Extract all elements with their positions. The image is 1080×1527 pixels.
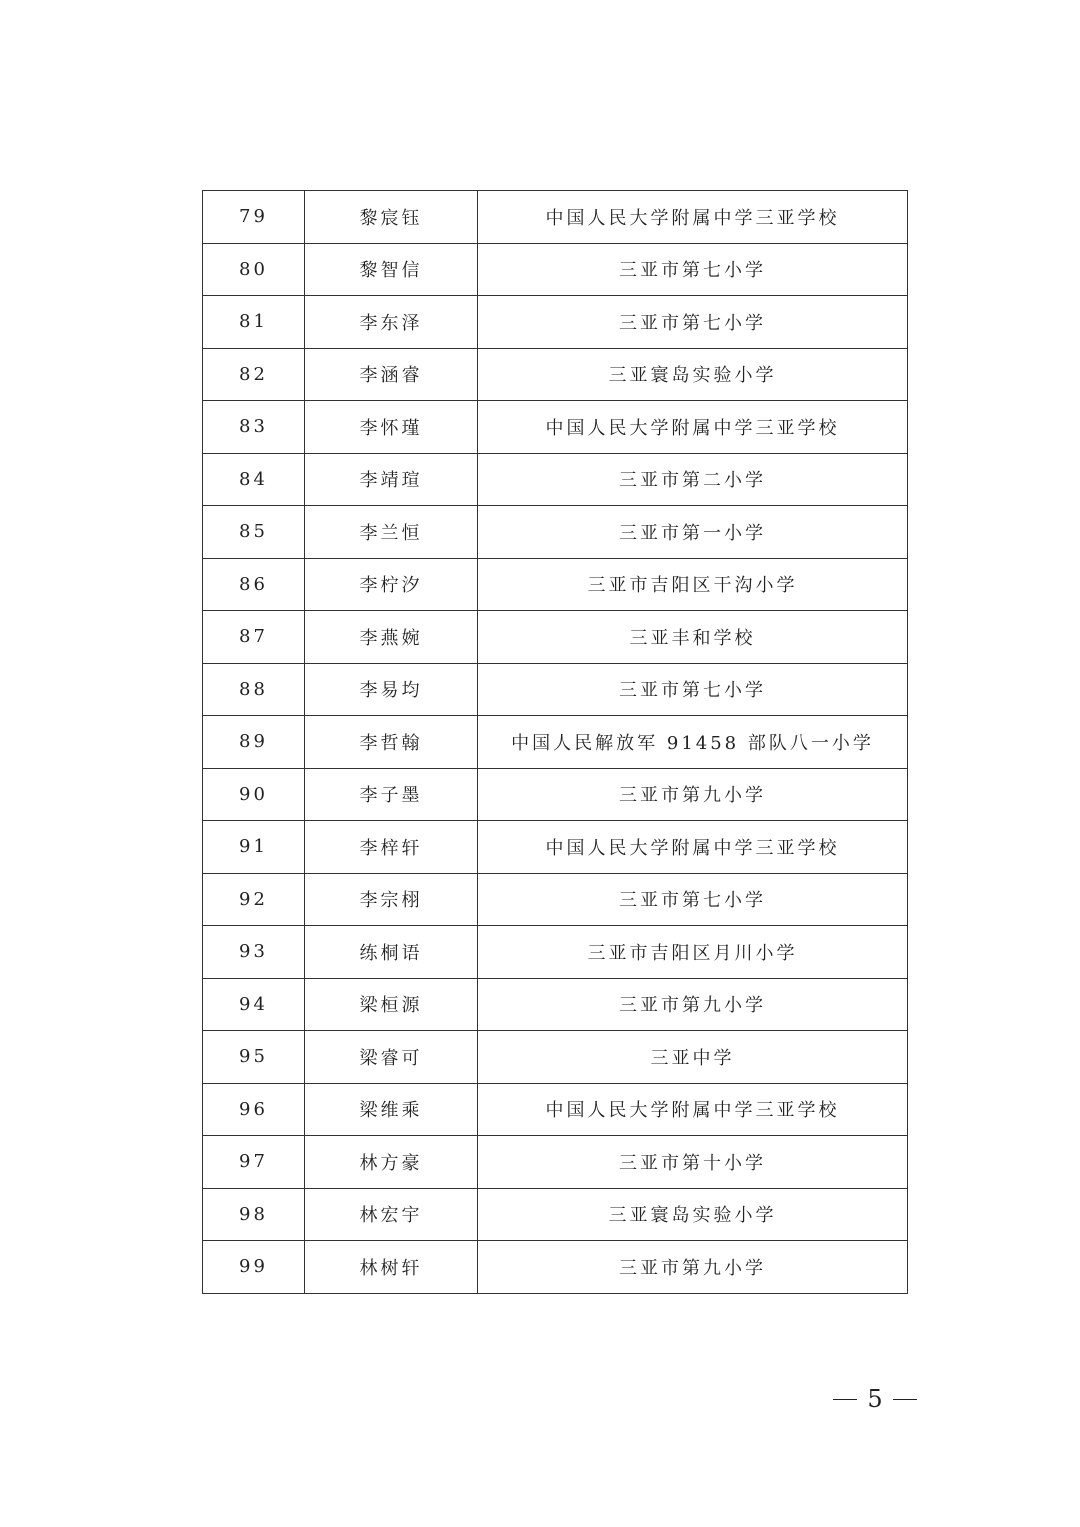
page-number-value: 5 — [867, 1385, 883, 1413]
student-list-table — [202, 190, 908, 1294]
row-number-cell: 81 — [203, 296, 305, 349]
student-name-cell: 林宏宇 — [305, 1188, 478, 1241]
table-row — [203, 1031, 908, 1084]
row-number-cell: 94 — [203, 978, 305, 1031]
row-number-cell: 80 — [203, 243, 305, 296]
school-name-cell: 三亚市第七小学 — [478, 243, 908, 296]
school-name-cell: 三亚市第七小学 — [478, 296, 908, 349]
student-name-cell: 黎宸钰 — [305, 191, 478, 244]
school-name-cell: 中国人民解放军 91458 部队八一小学 — [478, 716, 908, 769]
school-name-cell: 三亚市第七小学 — [478, 873, 908, 926]
table-row — [203, 926, 908, 979]
student-name-cell: 李柠汐 — [305, 558, 478, 611]
table-row — [203, 821, 908, 874]
school-name-cell: 三亚市第九小学 — [478, 978, 908, 1031]
table-row — [203, 1188, 908, 1241]
row-number-cell: 87 — [203, 611, 305, 664]
table-row — [203, 978, 908, 1031]
row-number-cell: 95 — [203, 1031, 305, 1084]
table-row — [203, 1136, 908, 1189]
row-number-cell: 91 — [203, 821, 305, 874]
school-name-cell: 三亚市第十小学 — [478, 1136, 908, 1189]
row-number-cell: 89 — [203, 716, 305, 769]
school-name-cell: 三亚市第九小学 — [478, 1241, 908, 1294]
student-name-cell: 李子墨 — [305, 768, 478, 821]
student-name-cell: 李梓轩 — [305, 821, 478, 874]
table-row — [203, 873, 908, 926]
school-name-cell: 三亚市第九小学 — [478, 768, 908, 821]
table-row — [203, 243, 908, 296]
row-number-cell: 84 — [203, 453, 305, 506]
student-name-cell: 李兰恒 — [305, 506, 478, 559]
row-number-cell: 93 — [203, 926, 305, 979]
school-name-cell: 三亚市吉阳区干沟小学 — [478, 558, 908, 611]
table-row — [203, 401, 908, 454]
table-row — [203, 348, 908, 401]
row-number-cell: 82 — [203, 348, 305, 401]
row-number-cell: 85 — [203, 506, 305, 559]
student-name-cell: 梁桓源 — [305, 978, 478, 1031]
page-number-dash-left — [833, 1399, 857, 1400]
row-number-cell: 98 — [203, 1188, 305, 1241]
student-name-cell: 梁维乘 — [305, 1083, 478, 1136]
student-name-cell: 练桐语 — [305, 926, 478, 979]
school-name-cell: 中国人民大学附属中学三亚学校 — [478, 401, 908, 454]
student-name-cell: 李怀瑾 — [305, 401, 478, 454]
row-number-cell: 79 — [203, 191, 305, 244]
student-name-cell: 李涵睿 — [305, 348, 478, 401]
page-number — [830, 1382, 920, 1416]
row-number-cell: 92 — [203, 873, 305, 926]
row-number-cell: 86 — [203, 558, 305, 611]
school-name-cell: 中国人民大学附属中学三亚学校 — [478, 191, 908, 244]
row-number-cell: 83 — [203, 401, 305, 454]
student-name-cell: 李靖瑄 — [305, 453, 478, 506]
student-name-cell: 黎智信 — [305, 243, 478, 296]
table-row — [203, 453, 908, 506]
student-name-cell: 林方豪 — [305, 1136, 478, 1189]
table-row — [203, 191, 908, 244]
school-name-cell: 三亚中学 — [478, 1031, 908, 1084]
student-name-cell: 李宗栩 — [305, 873, 478, 926]
table-row — [203, 558, 908, 611]
student-name-cell: 李燕婉 — [305, 611, 478, 664]
school-name-cell: 中国人民大学附属中学三亚学校 — [478, 821, 908, 874]
school-name-cell: 三亚寰岛实验小学 — [478, 348, 908, 401]
table-row — [203, 506, 908, 559]
table-row — [203, 296, 908, 349]
table-row — [203, 1083, 908, 1136]
student-name-cell: 林树轩 — [305, 1241, 478, 1294]
student-name-cell: 梁睿可 — [305, 1031, 478, 1084]
student-name-cell: 李易均 — [305, 663, 478, 716]
school-name-cell: 三亚市吉阳区月川小学 — [478, 926, 908, 979]
student-name-cell: 李哲翰 — [305, 716, 478, 769]
school-name-cell: 中国人民大学附属中学三亚学校 — [478, 1083, 908, 1136]
page-number-dash-right — [893, 1399, 917, 1400]
row-number-cell: 96 — [203, 1083, 305, 1136]
table-row — [203, 611, 908, 664]
table-row — [203, 1241, 908, 1294]
student-name-cell: 李东泽 — [305, 296, 478, 349]
row-number-cell: 99 — [203, 1241, 305, 1294]
row-number-cell: 97 — [203, 1136, 305, 1189]
school-name-cell: 三亚市第二小学 — [478, 453, 908, 506]
school-name-cell: 三亚寰岛实验小学 — [478, 1188, 908, 1241]
school-name-cell: 三亚丰和学校 — [478, 611, 908, 664]
table-row — [203, 768, 908, 821]
school-name-cell: 三亚市第一小学 — [478, 506, 908, 559]
table-row — [203, 663, 908, 716]
row-number-cell: 90 — [203, 768, 305, 821]
school-name-cell: 三亚市第七小学 — [478, 663, 908, 716]
table-row — [203, 716, 908, 769]
table-body — [203, 191, 908, 1294]
row-number-cell: 88 — [203, 663, 305, 716]
